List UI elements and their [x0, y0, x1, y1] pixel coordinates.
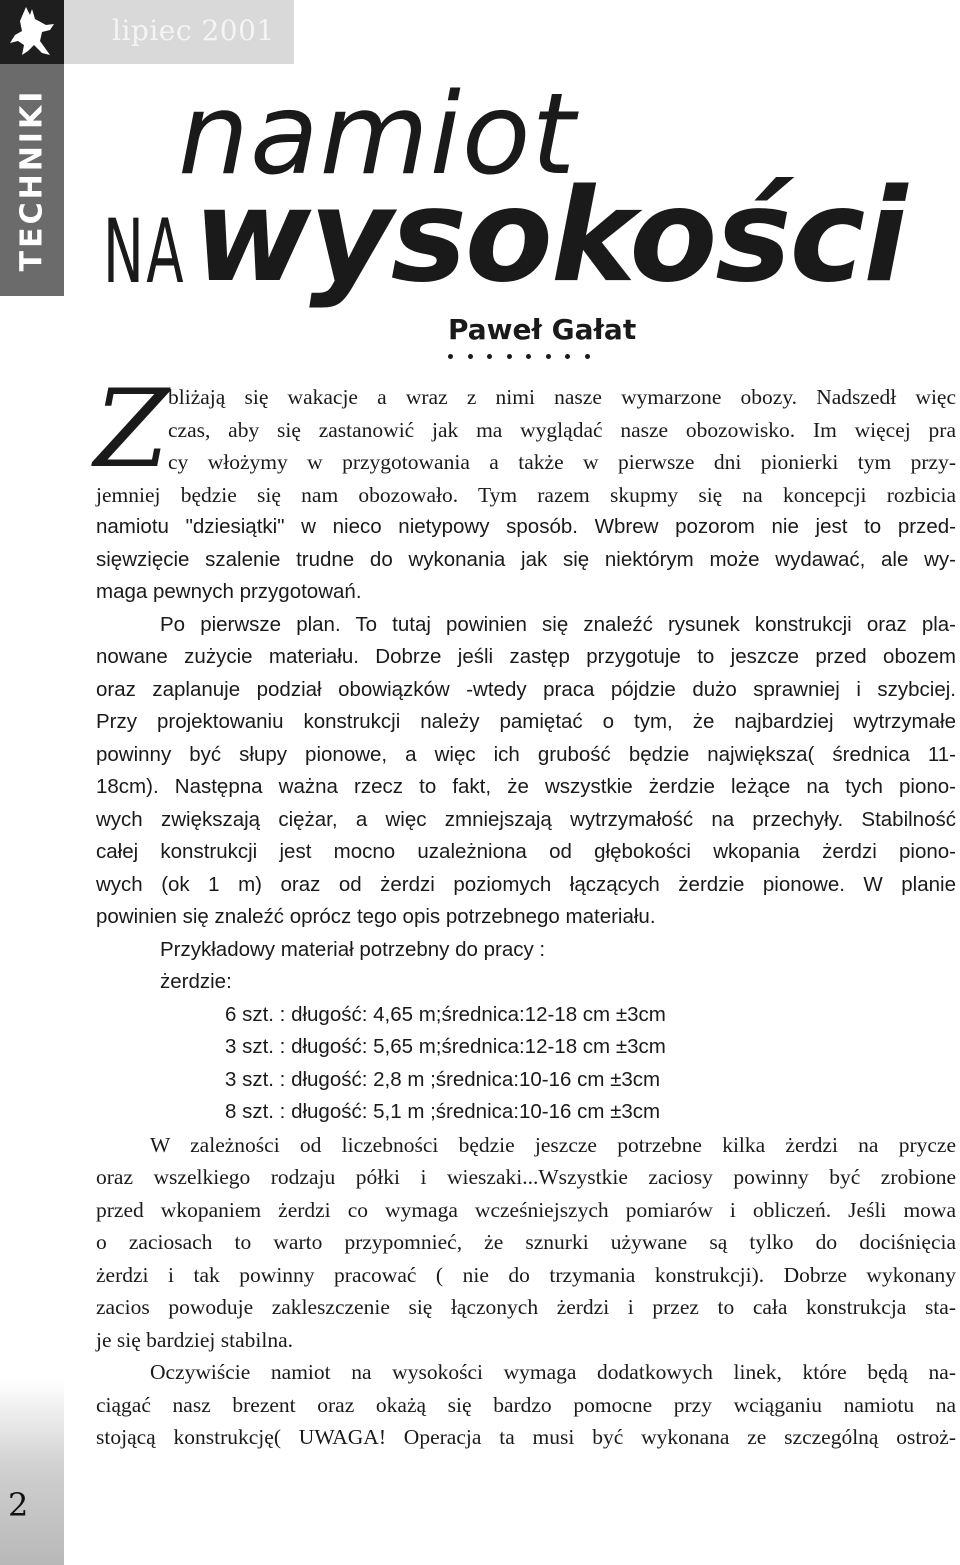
article-line: powinien się znaleźć oprócz tego opis potrzebnego materiału. [96, 905, 656, 928]
material-item: 6 szt. : długość: 4,65 m;średnica:12-18 cm ±3cm [225, 1003, 666, 1026]
drop-cap: Z [94, 367, 170, 492]
article-line: całej konstrukcji jest mocno uzależniona od głębokości wkopania żerdzi piono- [96, 840, 956, 863]
article-line: powinny być słupy pionowe, a więc ich grubość będzie największa( średnica 11- [96, 743, 956, 766]
article-line: wych (ok 1 m) oraz od żerdzi poziomych łączących żerdzie pionowe. W planie [96, 873, 956, 896]
logo-box [0, 0, 64, 64]
article-line: jemniej będzie się nam obozowało. Tym razem skupmy się na koncepcji rozbicia [96, 483, 956, 507]
article-line: namiotu "dziesiątki" w nieco nietypowy sposób. Wbrew pozorom nie jest to przed- [96, 515, 956, 538]
author-dots [448, 346, 608, 356]
material-category: żerdzie: [160, 970, 232, 993]
material-item: 3 szt. : długość: 2,8 m ;średnica:10-16 cm ±3cm [225, 1068, 661, 1091]
article-line: czas, aby się zastanowić jak ma wyglądać nasze obozowisko. Im więcej pra [168, 418, 956, 442]
article-line: cy włożymy w przygotowania a także w pierwsze dni pionierki tym przy- [168, 450, 956, 474]
article-line: żerdzi i tak powinny pracować ( nie do trzymania konstrukcji). Dobrze wykonany [96, 1263, 956, 1287]
article-line: ciągać nasz brezent oraz okażą się bardzo pomocne przy wciąganiu namiotu na [96, 1393, 956, 1417]
article-line: Oczywiście namiot na wysokości wymaga dodatkowych linek, które będą na- [150, 1360, 956, 1384]
title-wysokosci: wysokości [193, 162, 906, 311]
material-heading: Przykładowy materiał potrzebny do pracy : [160, 938, 546, 961]
section-label: TECHNIKI [14, 88, 50, 272]
issue-date: lipiec 2001 [112, 14, 275, 47]
article-line: wych zwiększają ciężar, a więc zmniejszają wytrzymałość na przechyły. Stabilność [96, 808, 956, 831]
bird-logo-icon [6, 5, 58, 59]
article-line: oraz zaplanuje podział obowiązków -wtedy praca pójdzie dużo sprawniej i szybciej. [96, 678, 956, 701]
article-line: Przy projektowaniu konstrukcji należy pamiętać o tym, że najbardziej wytrzymałe [96, 710, 956, 733]
title-namiot: namiot [178, 70, 577, 200]
article-line: sięwzięcie szalenie trudne do wykonania jak się niektórym może wydawać, ale wy- [96, 548, 956, 571]
article-line: o zaciosach to warto przypomnieć, że sznurki używane są tylko do dociśnięcia [96, 1230, 956, 1254]
article-line: bliżają się wakacje a wraz z nimi nasze wymarzone obozy. Nadszedł więc [168, 385, 956, 409]
article-line: je się bardziej stabilna. [96, 1328, 294, 1352]
article-line: Po pierwsze plan. To tutaj powinien się znaleźć rysunek konstrukcji oraz pla- [160, 613, 956, 636]
article-line: przed wkopaniem żerdzi co wymaga wcześniejszych pomiarów i obliczeń. Jeśli mowa [96, 1198, 956, 1222]
author-name: Paweł Gałat [448, 313, 637, 346]
material-item: 8 szt. : długość: 5,1 m ;średnica:10-16 cm ±3cm [225, 1100, 661, 1123]
article-line: stojącą konstrukcję( UWAGA! Operacja ta musi być wykonana ze szczególną ostroż- [96, 1425, 956, 1449]
article-line: oraz wszelkiego rodzaju półki i wieszaki...Wszystkie zaciosy powinny być zrobione [96, 1165, 956, 1189]
article-line: nowane zużycie materiału. Dobrze jeśli zastęp przygotuje to jeszcze przed obozem [96, 645, 956, 668]
title-na: NA [103, 200, 187, 303]
page-number: 2 [8, 1486, 29, 1524]
article-line: maga pewnych przygotowań. [96, 580, 362, 603]
article-line: W zależności od liczebności będzie jeszcze potrzebne kilka żerdzi na prycze [150, 1133, 956, 1157]
article-line: 18cm). Następna ważna rzecz to fakt, że wszystkie żerdzie leżące na tych piono- [96, 775, 956, 798]
article-line: zacios powoduje zakleszczenie się łączonych żerdzi i przez to cała konstrukcja sta- [96, 1295, 956, 1319]
material-item: 3 szt. : długość: 5,65 m;średnica:12-18 cm ±3cm [225, 1035, 666, 1058]
